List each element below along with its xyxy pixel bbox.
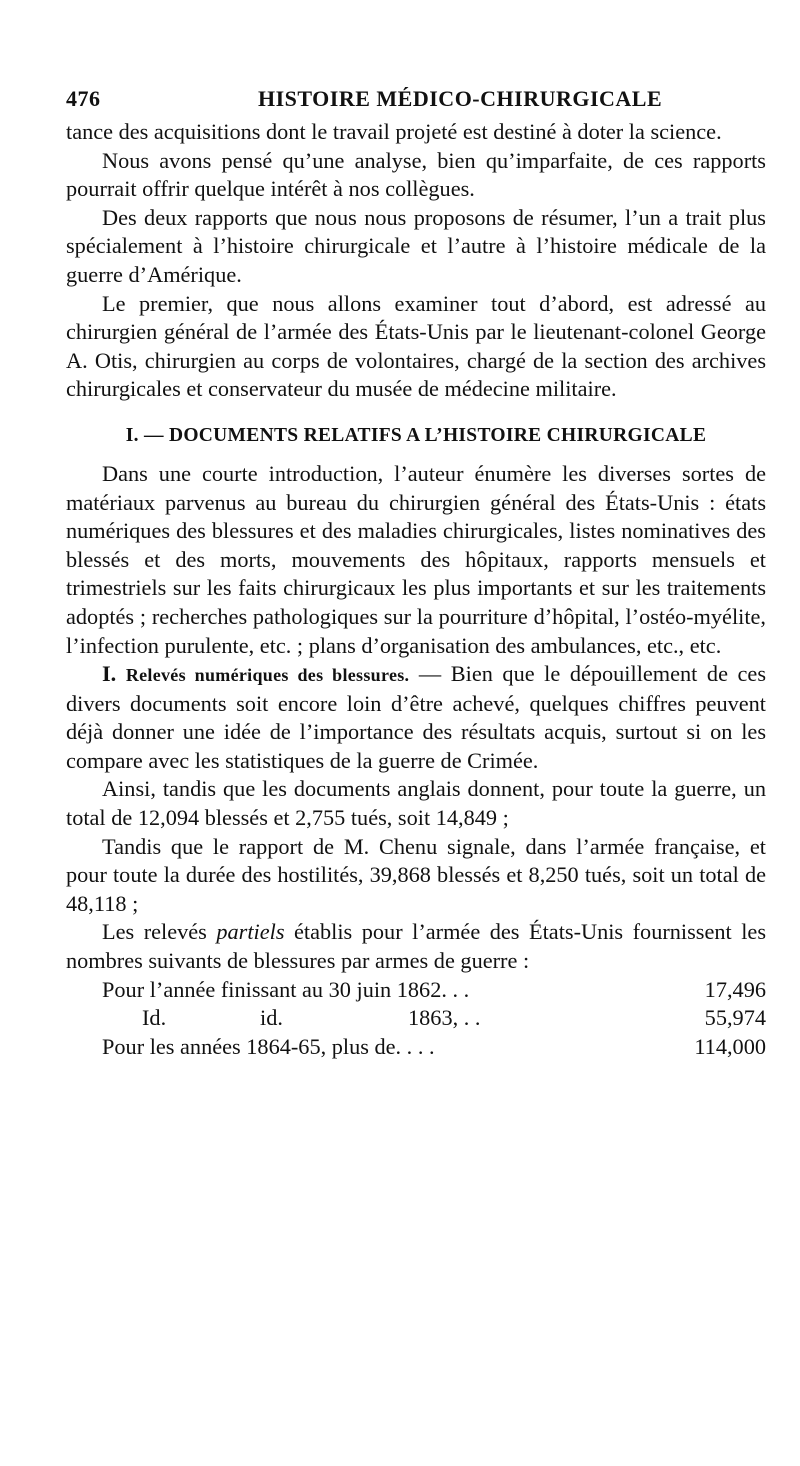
row-label-id: Id. <box>142 1005 167 1031</box>
body-text <box>66 118 766 976</box>
paragraph: Le premier, que nous allons examiner tout d’abord, est adressé au chirurgien général de l’armée des États-Unis par le lieutenant-colonel George A. Otis, chirurgien au corps de volontaires, chargé de la section des archives chirurgicales et conservateur du musée de médecine militaire. <box>66 290 766 402</box>
row-value: 114,000 <box>694 1033 766 1059</box>
paragraph: Des deux rapports que nous nous proposons de résumer, l’un a trait plus spécialement à l’histoire chirurgicale et l’autre à l’histoire médicale de la guerre d’Amérique. <box>66 204 766 287</box>
row-label: Pour l’année finissant au 30 juin 1862. <box>102 976 447 1002</box>
italic-word: partiels <box>216 919 285 945</box>
paragraph-body: — Bien que le dépouillement de ces divers documents soit encore loin d’être achevé, quelques chiffres peuvent déjà donner une idée de l’importance des résultats acquis, surtout si on les compare avec les statistiques de la guerre de Crimée. <box>66 661 766 773</box>
page-number: 476 <box>66 86 101 111</box>
paragraph-text: établis pour l’armée des États-Unis fournissent les nombres suivants de blessures par armes de guerre : <box>66 919 767 974</box>
row-value: 17,496 <box>704 976 766 1002</box>
row-label-id-lower: id. <box>260 1005 283 1031</box>
leader-dots: . . <box>446 976 470 1002</box>
paragraph <box>66 918 766 975</box>
table-row <box>66 1004 766 1033</box>
row-value: 55,974 <box>704 1005 766 1031</box>
section-heading: I. — DOCUMENTS RELATIFS A L’HISTOIRE CHIRURGICALE <box>125 424 707 446</box>
document-page <box>66 78 766 1061</box>
leader-dots: . . . <box>401 1033 435 1059</box>
paragraph-continuation: tance des acquisitions dont le travail projeté est destiné à doter la science. <box>66 119 722 144</box>
table-row <box>66 976 766 1005</box>
subsection-runin-heading: Relevés numériques des blessures. <box>125 665 410 686</box>
running-title: HISTOIRE MÉDICO-CHIRURGICALE <box>258 86 663 111</box>
subsection-numeral: I. <box>102 661 117 687</box>
wounds-table <box>66 976 766 1062</box>
table-row <box>66 1033 766 1062</box>
row-label: Pour les années 1864-65, plus de. <box>102 1033 402 1059</box>
paragraph-text: Les relevés <box>102 919 217 945</box>
paragraph-subsection <box>66 660 766 775</box>
paragraph: Tandis que le rapport de M. Chenu signale, dans l’armée française, et pour toute la durée des hostilités, 39,868 blessés et 8,250 tués, soit un total de 48,118 ; <box>66 833 766 916</box>
running-header <box>66 78 766 118</box>
leader-dots: . . <box>458 1005 481 1031</box>
paragraph: Nous avons pensé qu’une analyse, bien qu’imparfaite, de ces rapports pourrait offrir quelque intérêt à nos collègues. <box>66 147 766 202</box>
row-label-year: 1863, <box>408 1005 459 1031</box>
paragraph: Ainsi, tandis que les documents anglais donnent, pour toute la guerre, un total de 12,094 blessés et 2,755 tués, soit 14,849 ; <box>66 776 766 831</box>
paragraph: Dans une courte introduction, l’auteur énumère les diverses sortes de matériaux parvenus au bureau du chirurgien général des États-Unis : états numériques des blessures et des maladies chirurgicales, listes nominatives des blessés et des morts, mouvements des hôpitaux, rapports mensuels et trimestriels sur les faits chirurgicaux les plus importants et sur les traitements adoptés ; recherches pathologiques sur la pourriture d’hôpital, l’ostéo-myélite, l’infection purulente, etc. ; plans d’organisation des ambulances, etc., etc. <box>66 460 766 658</box>
